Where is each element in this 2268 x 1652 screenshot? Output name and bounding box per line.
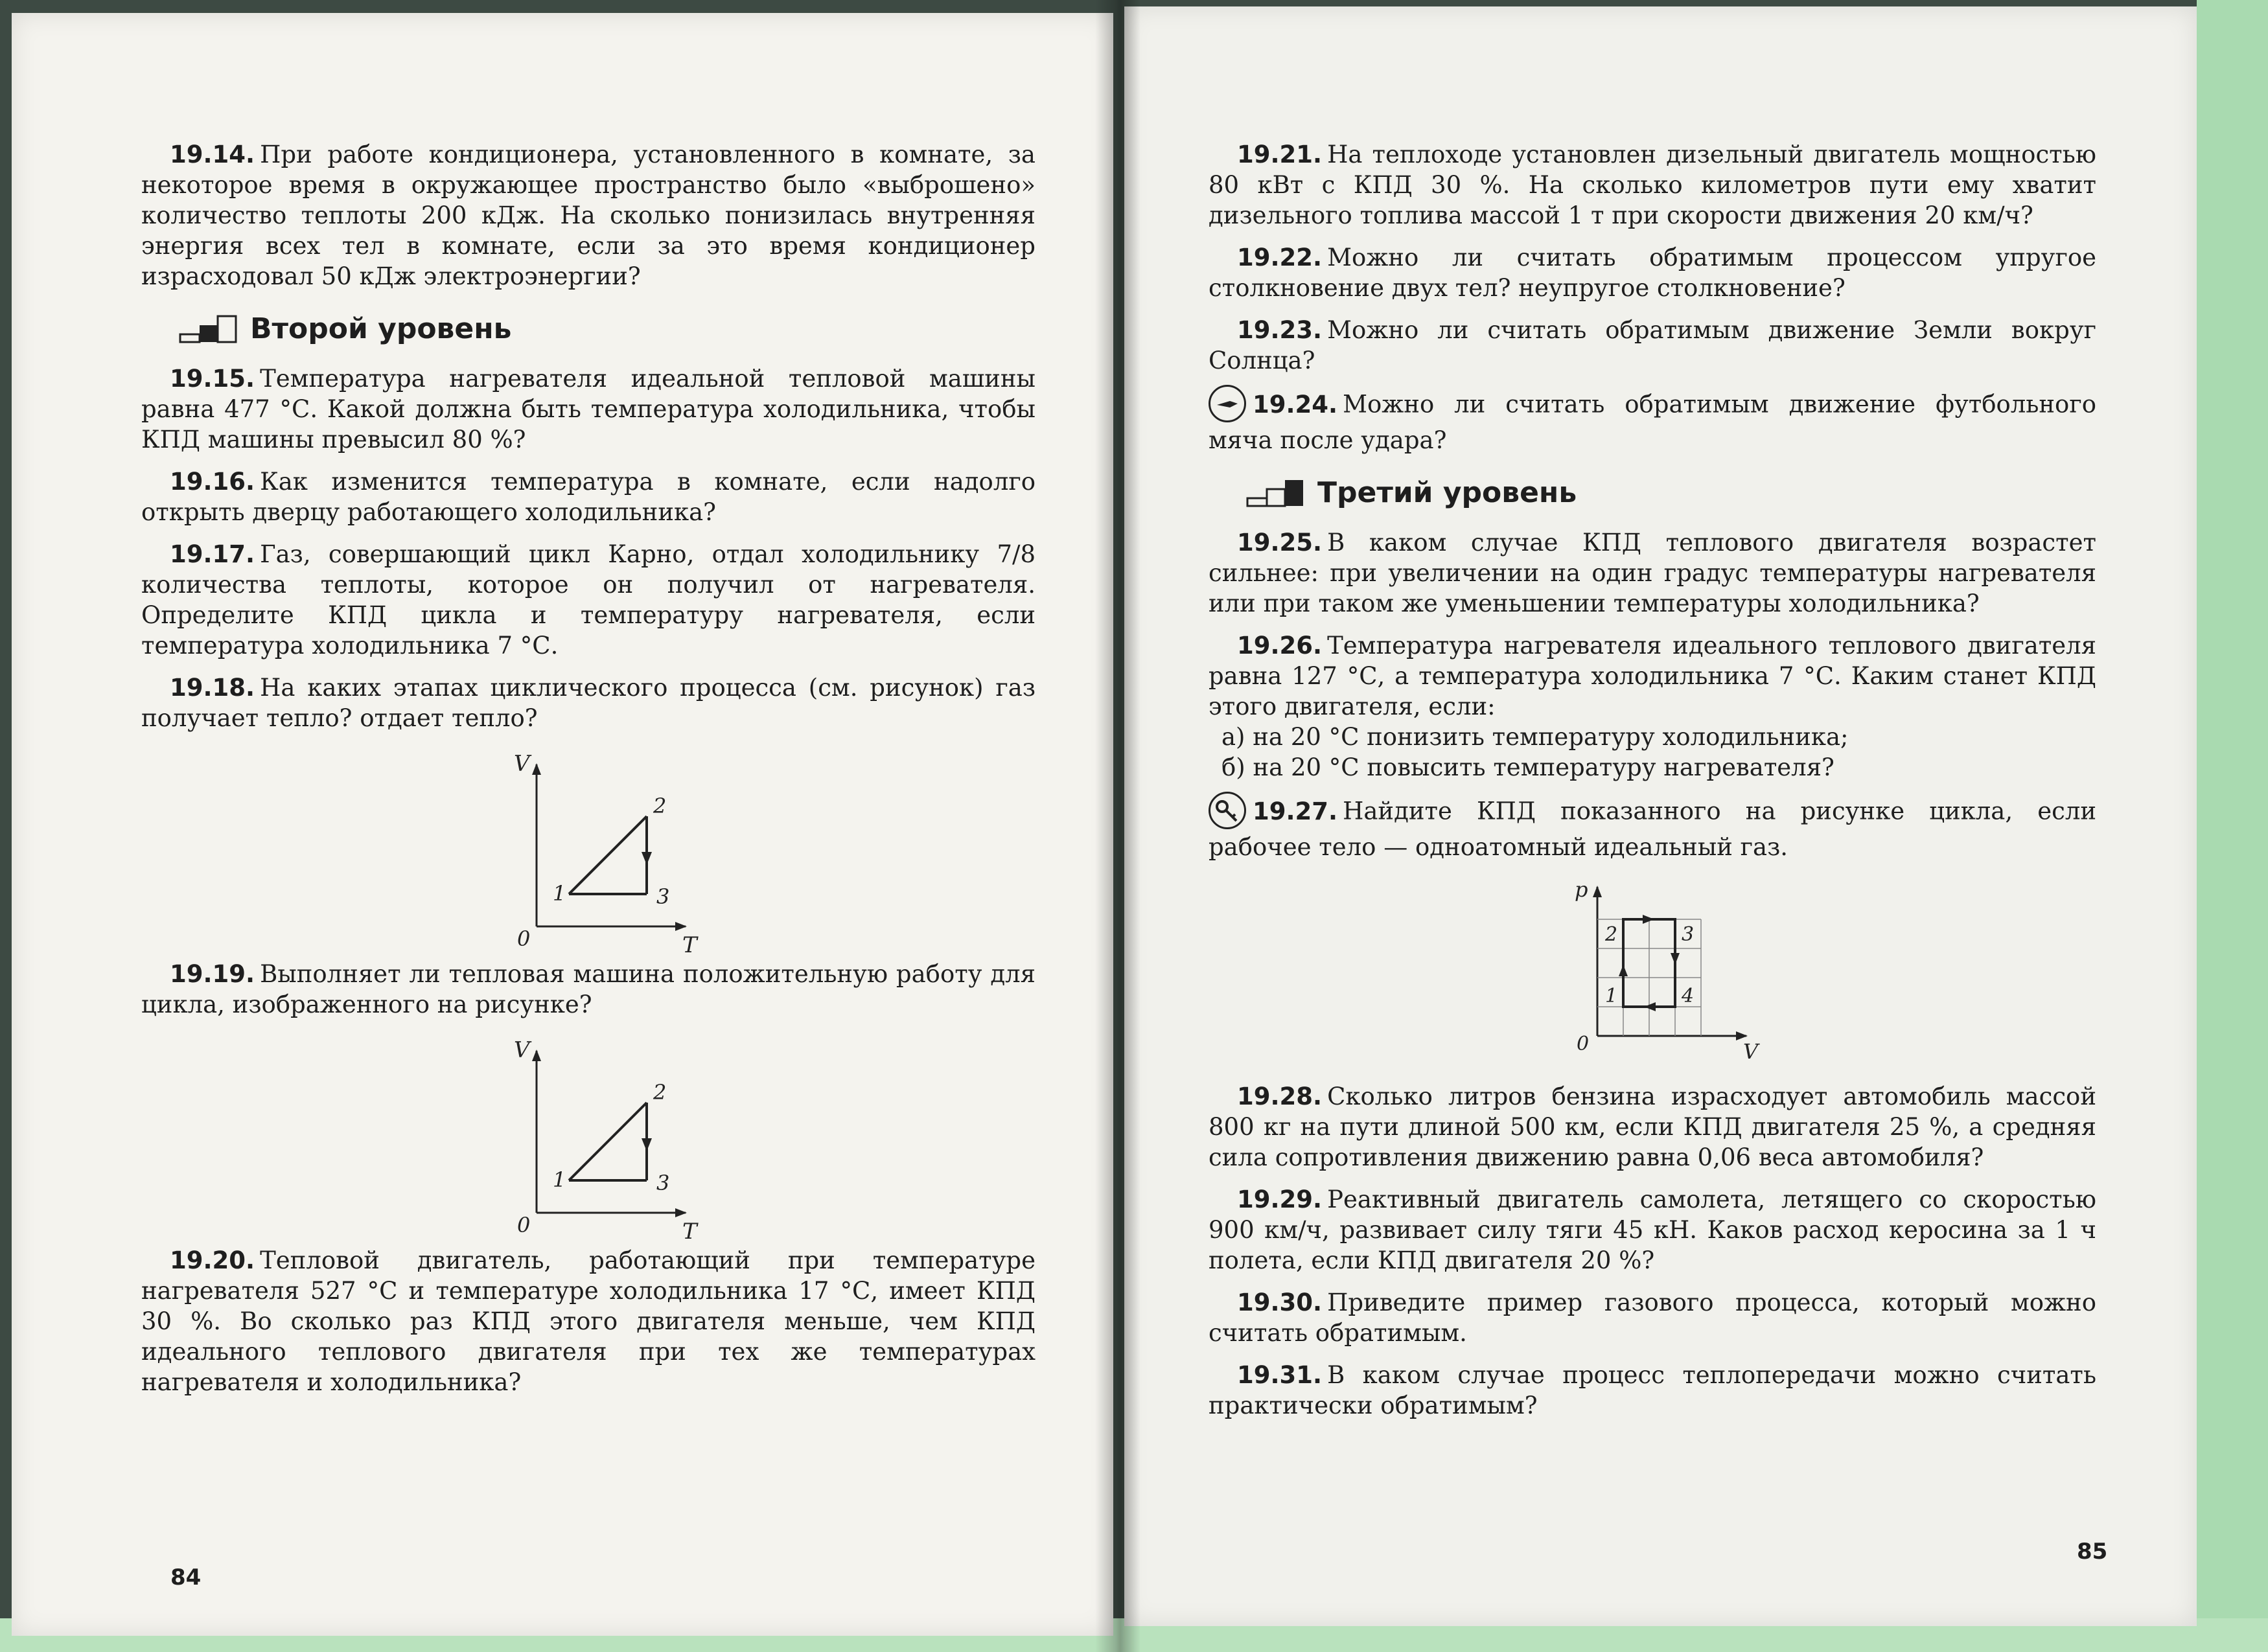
problem-text: Сколько литров бензина израсходует автомобиль массой 800 кг на пути длиной 500 км, если КПД двигателя 25 %, а средняя сила сопротивления движению равна 0,06 веса автомобиля? <box>1209 1083 2096 1171</box>
problem-option-a: а) на 20 °С понизить температуру холодильника; <box>1221 723 1849 751</box>
problem-19-26 <box>1209 630 2096 783</box>
problem-19-19 <box>141 959 1036 1020</box>
point-1-label: 1 <box>1605 985 1618 1007</box>
right-column <box>1209 139 2096 1432</box>
problem-number: 19.31. <box>1237 1361 1323 1389</box>
level-title: Второй уровень <box>250 312 512 345</box>
left-column <box>141 139 1036 1409</box>
problem-number: 19.23. <box>1237 316 1323 344</box>
problem-number: 19.25. <box>1237 529 1323 556</box>
problem-text: Тепловой двигатель, работающий при температуре нагревателя 527 °С и температуре холодильника 17 °С, имеет КПД 30 %. Во сколько раз КПД этого двигателя меньше, чем КПД идеального теплового двигателя при тех же температурах нагревателя и холодильника? <box>141 1246 1036 1396</box>
problem-text: В каком случае КПД теплового двигателя возрастет сильнее: при увеличении на один градус температуры нагревателя или при таком же уменьшении температуры холодильника? <box>1209 529 2096 617</box>
problem-number: 19.19. <box>170 960 255 988</box>
problem-number: 19.29. <box>1237 1186 1323 1213</box>
problem-number: 19.18. <box>170 674 255 702</box>
problem-19-31 <box>1209 1360 2096 1421</box>
key-icon <box>1209 792 1246 829</box>
problem-number: 19.15. <box>170 365 255 393</box>
problem-number: 19.21. <box>1237 141 1323 168</box>
hand-pointer-icon <box>1209 385 1246 422</box>
stairs-icon <box>1247 479 1306 507</box>
problem-number: 19.30. <box>1237 1289 1323 1316</box>
problem-number: 19.14. <box>170 141 255 168</box>
problem-number: 19.16. <box>170 468 255 496</box>
problem-19-30 <box>1209 1287 2096 1348</box>
problem-19-20 <box>141 1245 1036 1397</box>
t-label: T <box>682 932 697 958</box>
level-title: Третий уровень <box>1317 476 1577 509</box>
problem-19-14 <box>141 139 1036 292</box>
problem-text: Реактивный двигатель самолета, летящего со скоростью 900 км/ч, развивает силу тяги 45 кН. Каков расход керосина за 1 ч полета, если КПД двигателя 20 %? <box>1209 1186 2096 1274</box>
point-1-label: 1 <box>553 1167 566 1192</box>
t-label: T <box>682 1219 697 1245</box>
problem-text: Как изменится температура в комнате, если надолго открыть дверцу работающего холодильника? <box>141 468 1036 526</box>
point-2-label: 2 <box>653 1080 667 1105</box>
problem-19-29 <box>1209 1184 2096 1276</box>
problem-19-16 <box>141 466 1036 527</box>
v-label: V <box>1743 1039 1759 1064</box>
problem-number: 19.20. <box>170 1246 255 1274</box>
point-2-label: 2 <box>653 794 667 818</box>
problem-text: На теплоходе установлен дизельный двигатель мощностью 80 кВт с КПД 30 %. На сколько километров пути ему хватит дизельного топлива массой 1 т при скорости движения 20 км/ч? <box>1209 141 2096 229</box>
problem-19-15 <box>141 363 1036 455</box>
v-label: V <box>514 751 530 777</box>
page-number-right: 85 <box>2077 1539 2108 1565</box>
problem-number: 19.17. <box>170 540 255 568</box>
p-label: p <box>1575 877 1588 902</box>
point-1-label: 1 <box>553 881 566 906</box>
point-2-label: 2 <box>1605 923 1618 946</box>
problem-text: Можно ли считать обратимым движение футбольного мяча после удара? <box>1209 390 2096 454</box>
problem-text: На каких этапах циклического процесса (см. рисунок) газ получает тепло? отдает тепло? <box>141 674 1036 732</box>
problem-19-27 <box>1209 794 2096 862</box>
problem-19-25 <box>1209 527 2096 619</box>
problem-text: Можно ли считать обратимым процессом упругое столкновение двух тел? неупругое столкновение? <box>1209 244 2096 302</box>
stairs-icon <box>180 315 238 343</box>
problem-number: 19.28. <box>1237 1083 1323 1110</box>
origin-label: 0 <box>517 926 531 951</box>
problem-19-28 <box>1209 1081 2096 1173</box>
book-gutter <box>1095 0 1140 1652</box>
origin-label: 0 <box>1577 1033 1590 1055</box>
page-number-left: 84 <box>170 1565 202 1590</box>
left-page <box>12 13 1113 1636</box>
problem-text: Температура нагревателя идеального теплового двигателя равна 127 °С, а температура холодильника 7 °С. Каким станет КПД этого двигателя, если: <box>1209 632 2096 720</box>
point-4-label: 4 <box>1682 985 1695 1007</box>
problem-19-23 <box>1209 315 2096 376</box>
problem-19-24 <box>1209 387 2096 455</box>
level-heading-third <box>1247 476 2096 509</box>
pv-diagram-19-27 <box>1209 874 2096 1062</box>
point-3-label: 3 <box>1682 923 1695 946</box>
origin-label: 0 <box>517 1213 531 1237</box>
problem-text: Температура нагревателя идеальной тепловой машины равна 477 °С. Какой должна быть температура холодильника, чтобы КПД машины превысил 80 %? <box>141 365 1036 453</box>
problem-text: Найдите КПД показанного на рисунке цикла, если рабочее тело — одноатомный идеальный газ. <box>1209 797 2096 861</box>
problem-text: В каком случае процесс теплопередачи можно считать практически обратимым? <box>1209 1361 2096 1419</box>
problem-text: Приведите пример газового процесса, который можно считать обратимым. <box>1209 1289 2096 1347</box>
problem-19-21 <box>1209 139 2096 231</box>
problem-number: 19.26. <box>1237 632 1323 660</box>
point-3-label: 3 <box>656 1171 670 1195</box>
book-cover-edge <box>2197 0 2268 1652</box>
v-label: V <box>514 1037 530 1063</box>
problem-text: Выполняет ли тепловая машина положительную работу для цикла, изображенного на рисунке? <box>141 960 1036 1018</box>
problem-19-17 <box>141 539 1036 661</box>
problem-text: Газ, совершающий цикл Карно, отдал холодильнику 7/8 количества теплоты, которое он получил от нагревателя. Определите КПД цикла и температуру нагревателя, если температура холодильника 7 °С. <box>141 540 1036 660</box>
problem-number: 19.27. <box>1253 797 1338 825</box>
right-page <box>1124 6 2197 1626</box>
problem-number: 19.22. <box>1237 244 1323 271</box>
problem-19-22 <box>1209 242 2096 303</box>
vt-diagram-19-18 <box>141 745 1036 958</box>
problem-text: Можно ли считать обратимым движение Земли вокруг Солнца? <box>1209 316 2096 374</box>
problem-option-b: б) на 20 °С повысить температуру нагревателя? <box>1221 753 1834 781</box>
problem-19-18 <box>141 672 1036 733</box>
problem-text: При работе кондиционера, установленного в комнате, за некоторое время в окружающее пространство было «выброшено» количество теплоты 200 кДж. На сколько понизилась внутренняя энергия всех тел в комнате, если за это время кондиционер израсходовал 50 кДж электроэнергии? <box>141 141 1036 290</box>
level-heading-second <box>180 312 1036 345</box>
problem-number: 19.24. <box>1253 390 1338 419</box>
point-3-label: 3 <box>656 884 670 909</box>
vt-diagram-19-19 <box>141 1031 1036 1245</box>
